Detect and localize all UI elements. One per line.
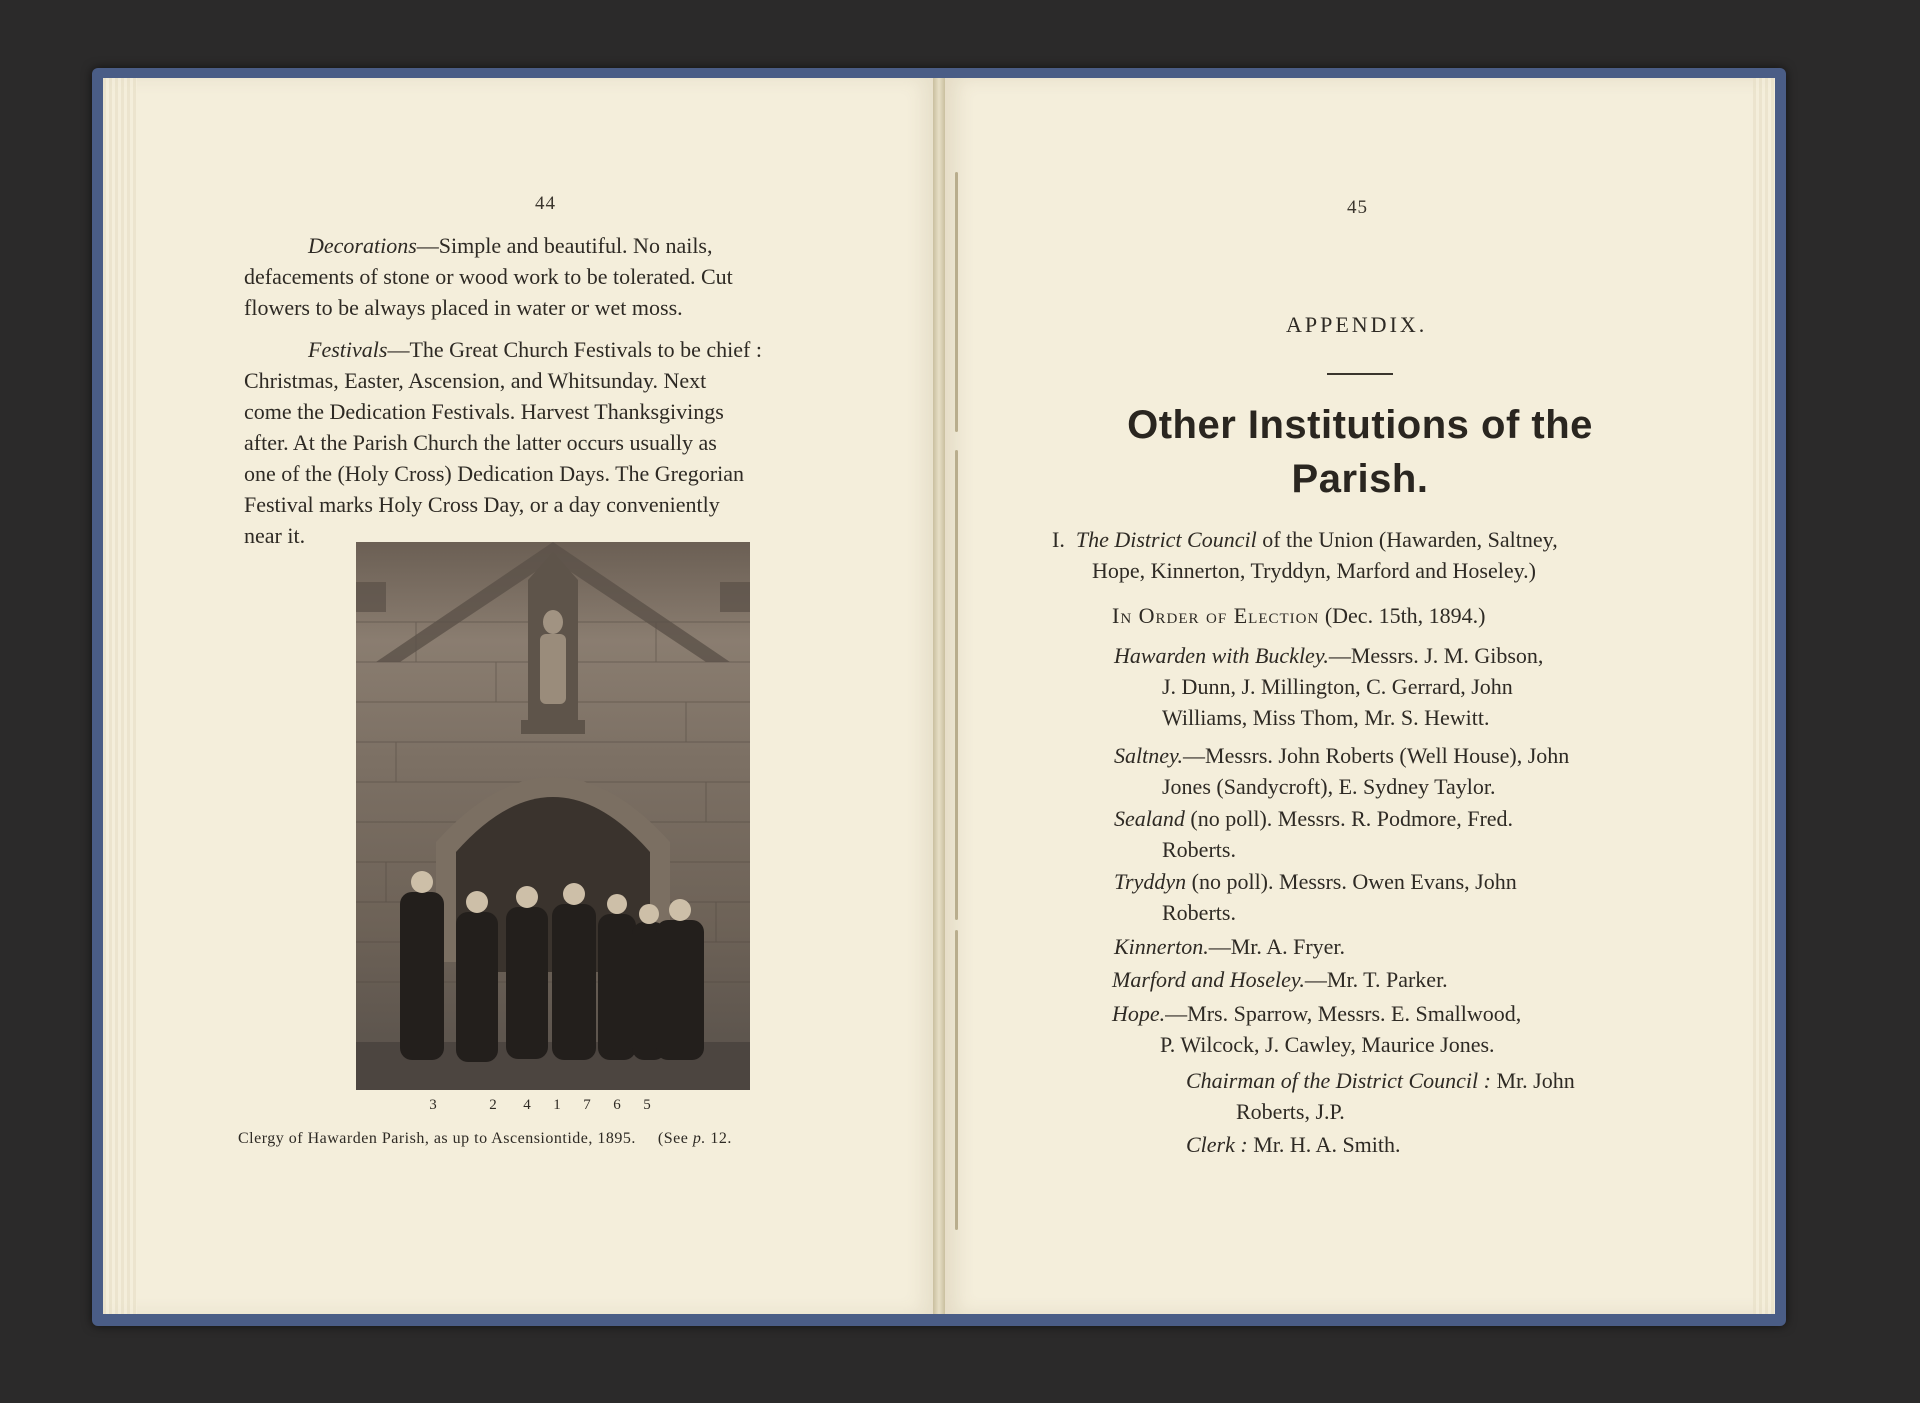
binding-thread xyxy=(955,930,958,1230)
figure-number: 7 xyxy=(583,1097,591,1113)
clerk-line xyxy=(1186,1129,1401,1160)
sealand-label: Sealand xyxy=(1114,806,1185,831)
binding-thread xyxy=(955,450,958,920)
festivals-line4: after. At the Parish Church the latter occurs usually as xyxy=(244,430,717,455)
item-number: I. xyxy=(1052,527,1065,552)
page-number-right: 45 xyxy=(1347,197,1368,218)
figure-number: 5 xyxy=(643,1097,651,1113)
festivals-line5: one of the (Holy Cross) Dedication Days. The Gregorian xyxy=(244,461,744,486)
hawarden-text: —Messrs. J. M. Gibson, xyxy=(1328,643,1544,668)
saltney-line1 xyxy=(1114,740,1569,771)
photo-caption xyxy=(238,1130,732,1148)
hawarden-line3: Williams, Miss Thom, Mr. S. Hewitt. xyxy=(1162,705,1490,730)
chairman-line1 xyxy=(1186,1065,1575,1096)
kinnerton-label: Kinnerton. xyxy=(1114,934,1209,959)
festivals-line6: Festival marks Holy Cross Day, or a day conveniently xyxy=(244,492,720,517)
decorations-label: Decorations xyxy=(308,233,417,258)
festivals-line2: Christmas, Easter, Ascension, and Whitsunday. Next xyxy=(244,368,707,393)
heading-line2: Parish. xyxy=(1291,457,1429,501)
saltney-label: Saltney. xyxy=(1114,743,1184,768)
figure-number: 3 xyxy=(429,1097,437,1113)
marford-label: Marford and Hoseley. xyxy=(1112,967,1305,992)
saltney-line2: Jones (Sandycroft), E. Sydney Taylor. xyxy=(1162,774,1496,799)
sealand-line1 xyxy=(1114,803,1513,834)
order-line xyxy=(1112,600,1486,631)
kinnerton-line xyxy=(1114,931,1345,962)
appendix-title: APPENDIX. xyxy=(1286,312,1428,337)
festivals-line7: near it. xyxy=(244,523,306,548)
tryddyn-label: Tryddyn xyxy=(1114,869,1187,894)
kinnerton-text: —Mr. A. Fryer. xyxy=(1208,934,1346,959)
saltney-text: —Messrs. John Roberts (Well House), John xyxy=(1183,743,1570,768)
festivals-line1 xyxy=(308,334,762,365)
heading-line1: Other Institutions of the xyxy=(1127,403,1593,447)
binding-thread xyxy=(955,172,958,432)
hope-text: —Mrs. Sparrow, Messrs. E. Smallwood, xyxy=(1165,1001,1522,1026)
item-text: of the Union (Hawarden, Saltney, xyxy=(1256,527,1558,552)
hope-line1 xyxy=(1112,998,1521,1029)
clerk-text: Mr. H. A. Smith. xyxy=(1247,1132,1401,1157)
festivals-text: —The Great Church Festivals to be chief : xyxy=(387,337,762,362)
decorations-line3: flowers to be always placed in water or wet moss. xyxy=(244,295,683,320)
item-line2: Hope, Kinnerton, Tryddyn, Marford and Hoseley.) xyxy=(1092,558,1537,583)
decorations-text: —Simple and beautiful. No nails, xyxy=(416,233,713,258)
caption-see: (See xyxy=(657,1130,689,1147)
hawarden-line1 xyxy=(1114,640,1543,671)
title-rule xyxy=(1327,373,1393,375)
section-heading xyxy=(1060,398,1660,506)
hawarden-line2: J. Dunn, J. Millington, C. Gerrard, John xyxy=(1162,674,1513,699)
decorations-line1 xyxy=(308,230,852,261)
figure-number: 6 xyxy=(613,1097,621,1113)
decorations-line2: defacements of stone or wood work to be tolerated. Cut xyxy=(244,264,733,289)
page-number-left: 44 xyxy=(535,193,556,214)
marford-line xyxy=(1112,964,1448,995)
figure-number: 1 xyxy=(553,1097,561,1113)
hope-line2: P. Wilcock, J. Cawley, Maurice Jones. xyxy=(1160,1032,1495,1057)
festivals-label: Festivals xyxy=(308,337,388,362)
book-gutter xyxy=(933,78,945,1314)
sealand-text: (no poll). Messrs. R. Podmore, Fred. xyxy=(1184,806,1514,831)
chairman-line2: Roberts, J.P. xyxy=(1236,1099,1345,1124)
figure-number: 2 xyxy=(489,1097,497,1113)
festivals-line3: come the Dedication Festivals. Harvest Thanksgivings xyxy=(244,399,724,424)
sealand-line2: Roberts. xyxy=(1162,837,1236,862)
photo-figure-numbers xyxy=(418,1097,662,1114)
clerk-label: Clerk : xyxy=(1186,1132,1248,1157)
clergy-photograph xyxy=(356,542,750,1090)
caption-text: Clergy of Hawarden Parish, as up to Ascensiontide, 1895. xyxy=(238,1130,636,1147)
figure-number: 4 xyxy=(523,1097,531,1113)
chairman-label: Chairman of the District Council : xyxy=(1186,1068,1491,1093)
caption-page-abbrev: p. xyxy=(692,1130,706,1147)
marford-text: —Mr. T. Parker. xyxy=(1304,967,1448,992)
chairman-text: Mr. John xyxy=(1490,1068,1575,1093)
order-date: (Dec. 15th, 1894.) xyxy=(1319,603,1486,628)
tryddyn-line2: Roberts. xyxy=(1162,900,1236,925)
item-title: The District Council xyxy=(1075,527,1257,552)
hawarden-label: Hawarden with Buckley. xyxy=(1114,643,1329,668)
tryddyn-line1 xyxy=(1114,866,1517,897)
item-line1 xyxy=(1052,524,1558,555)
caption-page-number: 12. xyxy=(710,1130,732,1147)
hope-label: Hope. xyxy=(1112,1001,1166,1026)
order-label: In Order of Election xyxy=(1112,603,1320,628)
tryddyn-text: (no poll). Messrs. Owen Evans, John xyxy=(1186,869,1517,894)
